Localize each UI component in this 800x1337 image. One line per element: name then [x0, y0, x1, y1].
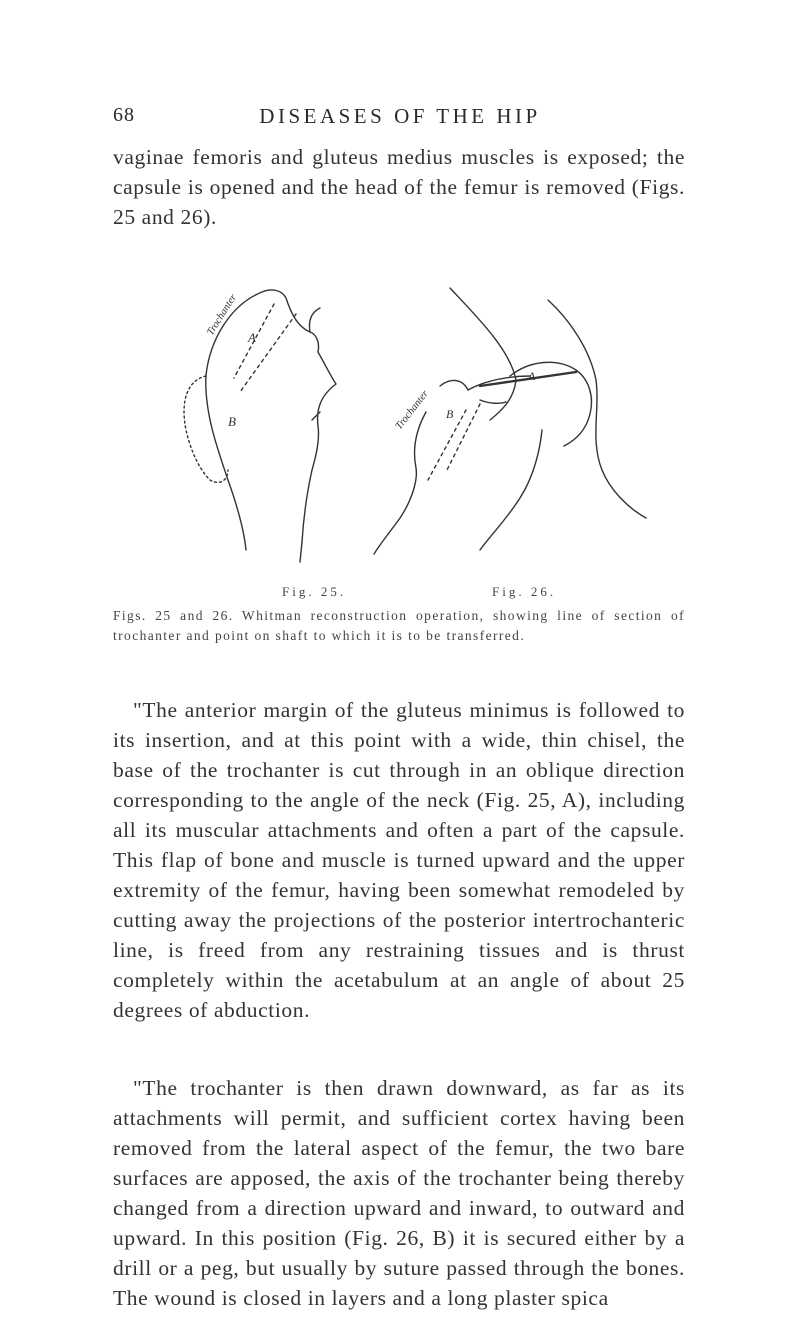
fig26-label: Fig. 26. [492, 584, 557, 599]
page-number: 68 [113, 104, 135, 126]
fig25-shaft-line [300, 542, 302, 562]
body-paragraph-1: "The anterior margin of the gluteus minimus is followed to its insertion, and at this point with a wide, thin chisel, the base of the trochanter is cut through in an oblique direction corresponding to the angle of the neck (Fig. 25, A), including all its muscular attachments and often a part of the capsule. This flap of bone and muscle is turned upward and the upper extremity of the femur, having been somewhat remodeled by cutting away the projections of the posterior intertrochanteric line, is freed from any restraining tissues and is thrust completely within the acetabulum at an angle of about 25 degrees of abduction. [113, 698, 685, 1022]
fig26-pelvis-outline [450, 288, 516, 420]
fig26-label-a: A [528, 369, 536, 383]
figures-25-26 [150, 280, 670, 600]
running-title: DISEASES OF THE HIP [259, 104, 541, 128]
fig26-trochanter-outline [440, 380, 468, 390]
fig26-trochanter-label: Trochanter [393, 388, 431, 432]
figure-illustrations [150, 280, 670, 600]
fig26-label-b: B [446, 407, 454, 421]
fig25-label-a: A [248, 330, 256, 345]
intro-paragraph: vaginae femoris and gluteus medius muscles is exposed; the capsule is opened and the head of the femur is removed (Figs. 25 and 26). [113, 145, 685, 229]
fig25-label-b: B [228, 414, 236, 429]
fig26-femur-left [374, 412, 426, 554]
page-header [0, 104, 800, 132]
fig25-trochanter-label: Trochanter [205, 292, 240, 338]
fig25-greater-trochanter-notch [309, 308, 320, 332]
fig26-femur-right [480, 430, 542, 550]
fig25-cut-line-a2 [240, 314, 296, 392]
fig25-label: Fig. 25. [282, 584, 347, 599]
fig26-femur-lower [480, 400, 506, 403]
body-paragraph-2: "The trochanter is then drawn downward, as far as its attachments will permit, and sufficient cortex having been removed from the lateral aspect of the femur, the two bare surfaces are apposed, the axis of the trochanter being thereby changed from a direction upward and inward, to outward and upward. In this position (Fig. 26, B) it is secured either by a drill or a peg, but usually by suture passed through the bones. The wound is closed in layers and a long plaster spica [113, 1076, 685, 1310]
fig25-femur-left-edge [206, 375, 246, 550]
fig26-pelvis-right [548, 300, 646, 518]
figure-caption: Figs. 25 and 26. Whitman reconstruction operation, showing line of section of trochanter and point on shaft to which it is to be transferred. [113, 608, 685, 643]
fig25-shaft-point [312, 412, 320, 420]
